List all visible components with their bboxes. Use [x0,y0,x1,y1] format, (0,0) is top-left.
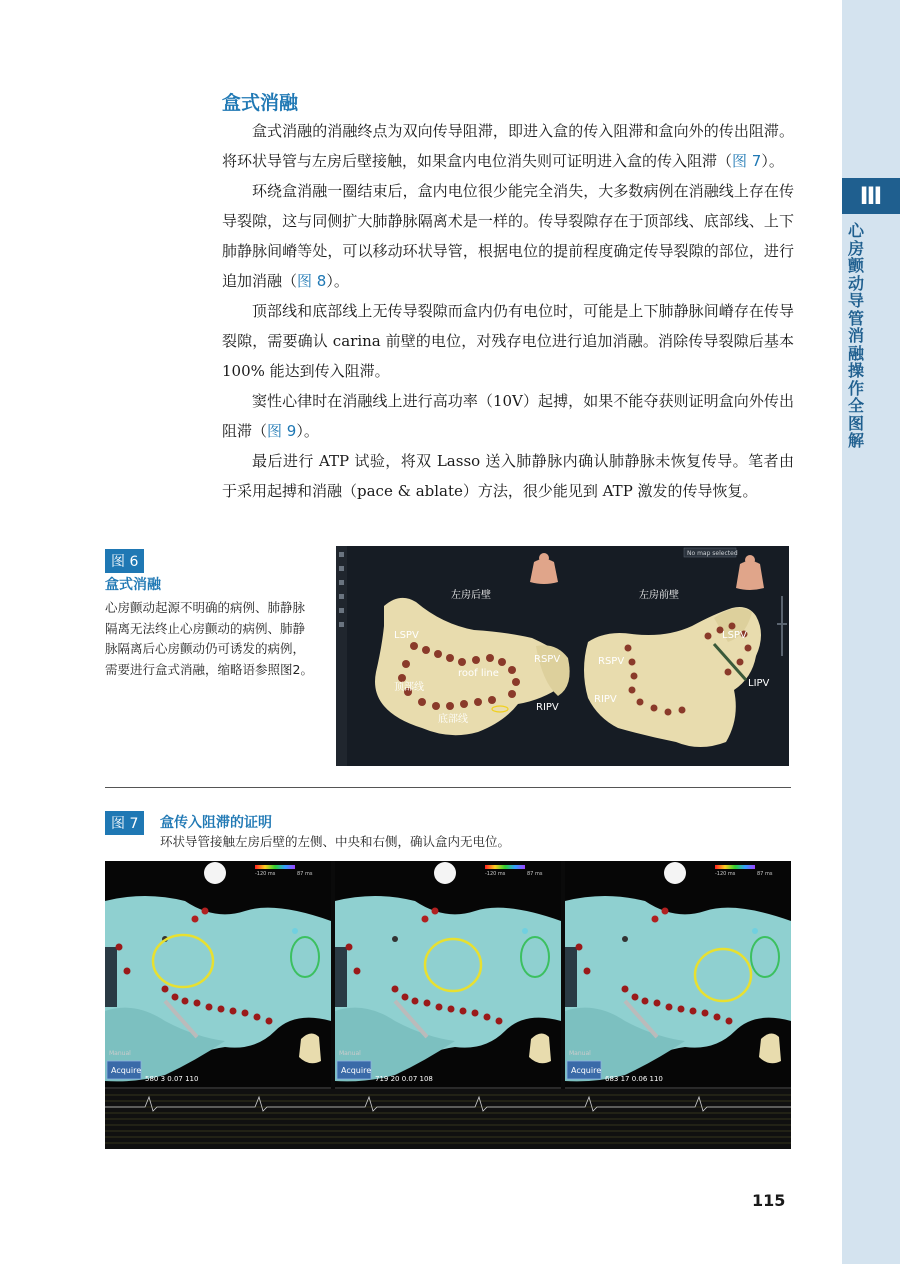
lat-scale-min: -120 ms [255,871,276,877]
pv-label: LSPV [722,630,747,641]
figure6-caption: 心房颤动起源不明确的病例、肺静脉隔离无法终止心房颤动的病例、肺静脉隔离后心房颤动仍可诱发的病例，需要进行盒式消融，缩略语参照图2。 [105,600,313,677]
chapter-number: Ⅲ [859,182,883,210]
section-divider [105,787,791,788]
figure-ref-link[interactable]: 图 8 [297,272,327,290]
lat-scale-min: -120 ms [715,871,736,877]
lat-scale-max: 87 ms [527,871,543,877]
section-title: 盒式消融 [222,92,299,114]
acquire-button[interactable]: Acquire [571,1066,602,1075]
measurement-readout: 683 17 0.06 110 [605,1075,663,1083]
figure7-caption: 环状导管接触左房后壁的左侧、中央和右侧，确认盒内无电位。 [160,834,511,849]
paragraph: 窦性心律时在消融线上进行高功率（10V）起搏，如果不能夺获则证明盒向外传出阻滞（图 9）。 [222,392,794,440]
mode-label: Manual [339,1050,361,1057]
acquire-button[interactable]: Acquire [111,1066,142,1075]
lat-scale-min: -120 ms [485,871,506,877]
page-number: 115 [752,1191,786,1210]
line-label: 底部线 [438,714,468,725]
figure7-image [105,861,791,1149]
catheter-panel-left [105,861,331,1089]
figure7-render [105,861,791,1149]
pv-label: RSPV [598,656,625,667]
measurement-readout: 719 20 0.07 108 [375,1075,433,1083]
figure-ref-link[interactable]: 图 7 [732,152,762,170]
pv-label: LSPV [394,630,419,641]
mode-label: Manual [569,1050,591,1057]
line-label: 顶部线 [394,682,424,693]
figure-ref-link[interactable]: 图 9 [267,422,297,440]
catheter-panel-right [565,861,791,1089]
paragraph: 最后进行 ATP 试验，将双 Lasso 送入肺静脉内确认肺静脉未恢复传导。笔者由于采用起搏和消融（pace & ablate）方法，很少能见到 ATP 激发的传导恢复。 [222,452,794,500]
mode-label: Manual [109,1050,131,1057]
lat-scale-max: 87 ms [757,871,773,877]
catheter-panel-center [335,861,561,1089]
figure6-tag: 图 6 [105,549,144,573]
figure7-tag: 图 7 [105,811,144,835]
paragraph: 顶部线和底部线上无传导裂隙而盒内仍有电位时，可能是上下肺静脉间嵴存在传导裂隙，需要确认 carina 前壁的电位，对残存电位进行追加消融。消除传导裂隙后基本 100% 能达到传入阻滞。 [222,302,794,380]
chapter-number-box [842,178,900,214]
pv-label: RSPV [534,654,561,665]
figure6-render [336,546,789,766]
view-label-posterior: 左房后壁 [451,590,491,601]
lat-scale-max: 87 ms [297,871,313,877]
acquire-button[interactable]: Acquire [341,1066,372,1075]
view-label-anterior: 左房前壁 [639,590,679,601]
body-text [222,116,794,506]
measurement-readout: 580 3 0.07 110 [145,1075,199,1083]
figure6-image [336,546,789,766]
figure6-title: 盒式消融 [105,577,161,593]
ecg-strip [105,1089,791,1149]
chapter-title: 心房颤动导管消融操作全图解 [848,221,865,450]
line-label: roof line [458,668,499,679]
pv-label: RIPV [536,702,559,713]
pv-label: RIPV [594,694,617,705]
paragraph: 盒式消融的消融终点为双向传导阻滞，即进入盒的传入阻滞和盒向外的传出阻滞。将环状导管与左房后壁接触，如果盒内电位消失则可证明进入盒的传入阻滞（图 7）。 [222,122,794,170]
pv-label: LIPV [748,678,770,689]
map-select-dropdown[interactable]: No map selected [687,550,738,557]
paragraph: 环绕盒消融一圈结束后，盒内电位很少能完全消失，大多数病例在消融线上存在传导裂隙，这与同侧扩大肺静脉隔离术是一样的。传导裂隙存在于顶部线、底部线、上下肺静脉间嵴等处，可以移动环状导管，根据电位的提前程度确定传导裂隙的部位，进行追加消融（图 8）。 [222,182,794,290]
figure7-title: 盒传入阻滞的证明 [160,815,272,831]
